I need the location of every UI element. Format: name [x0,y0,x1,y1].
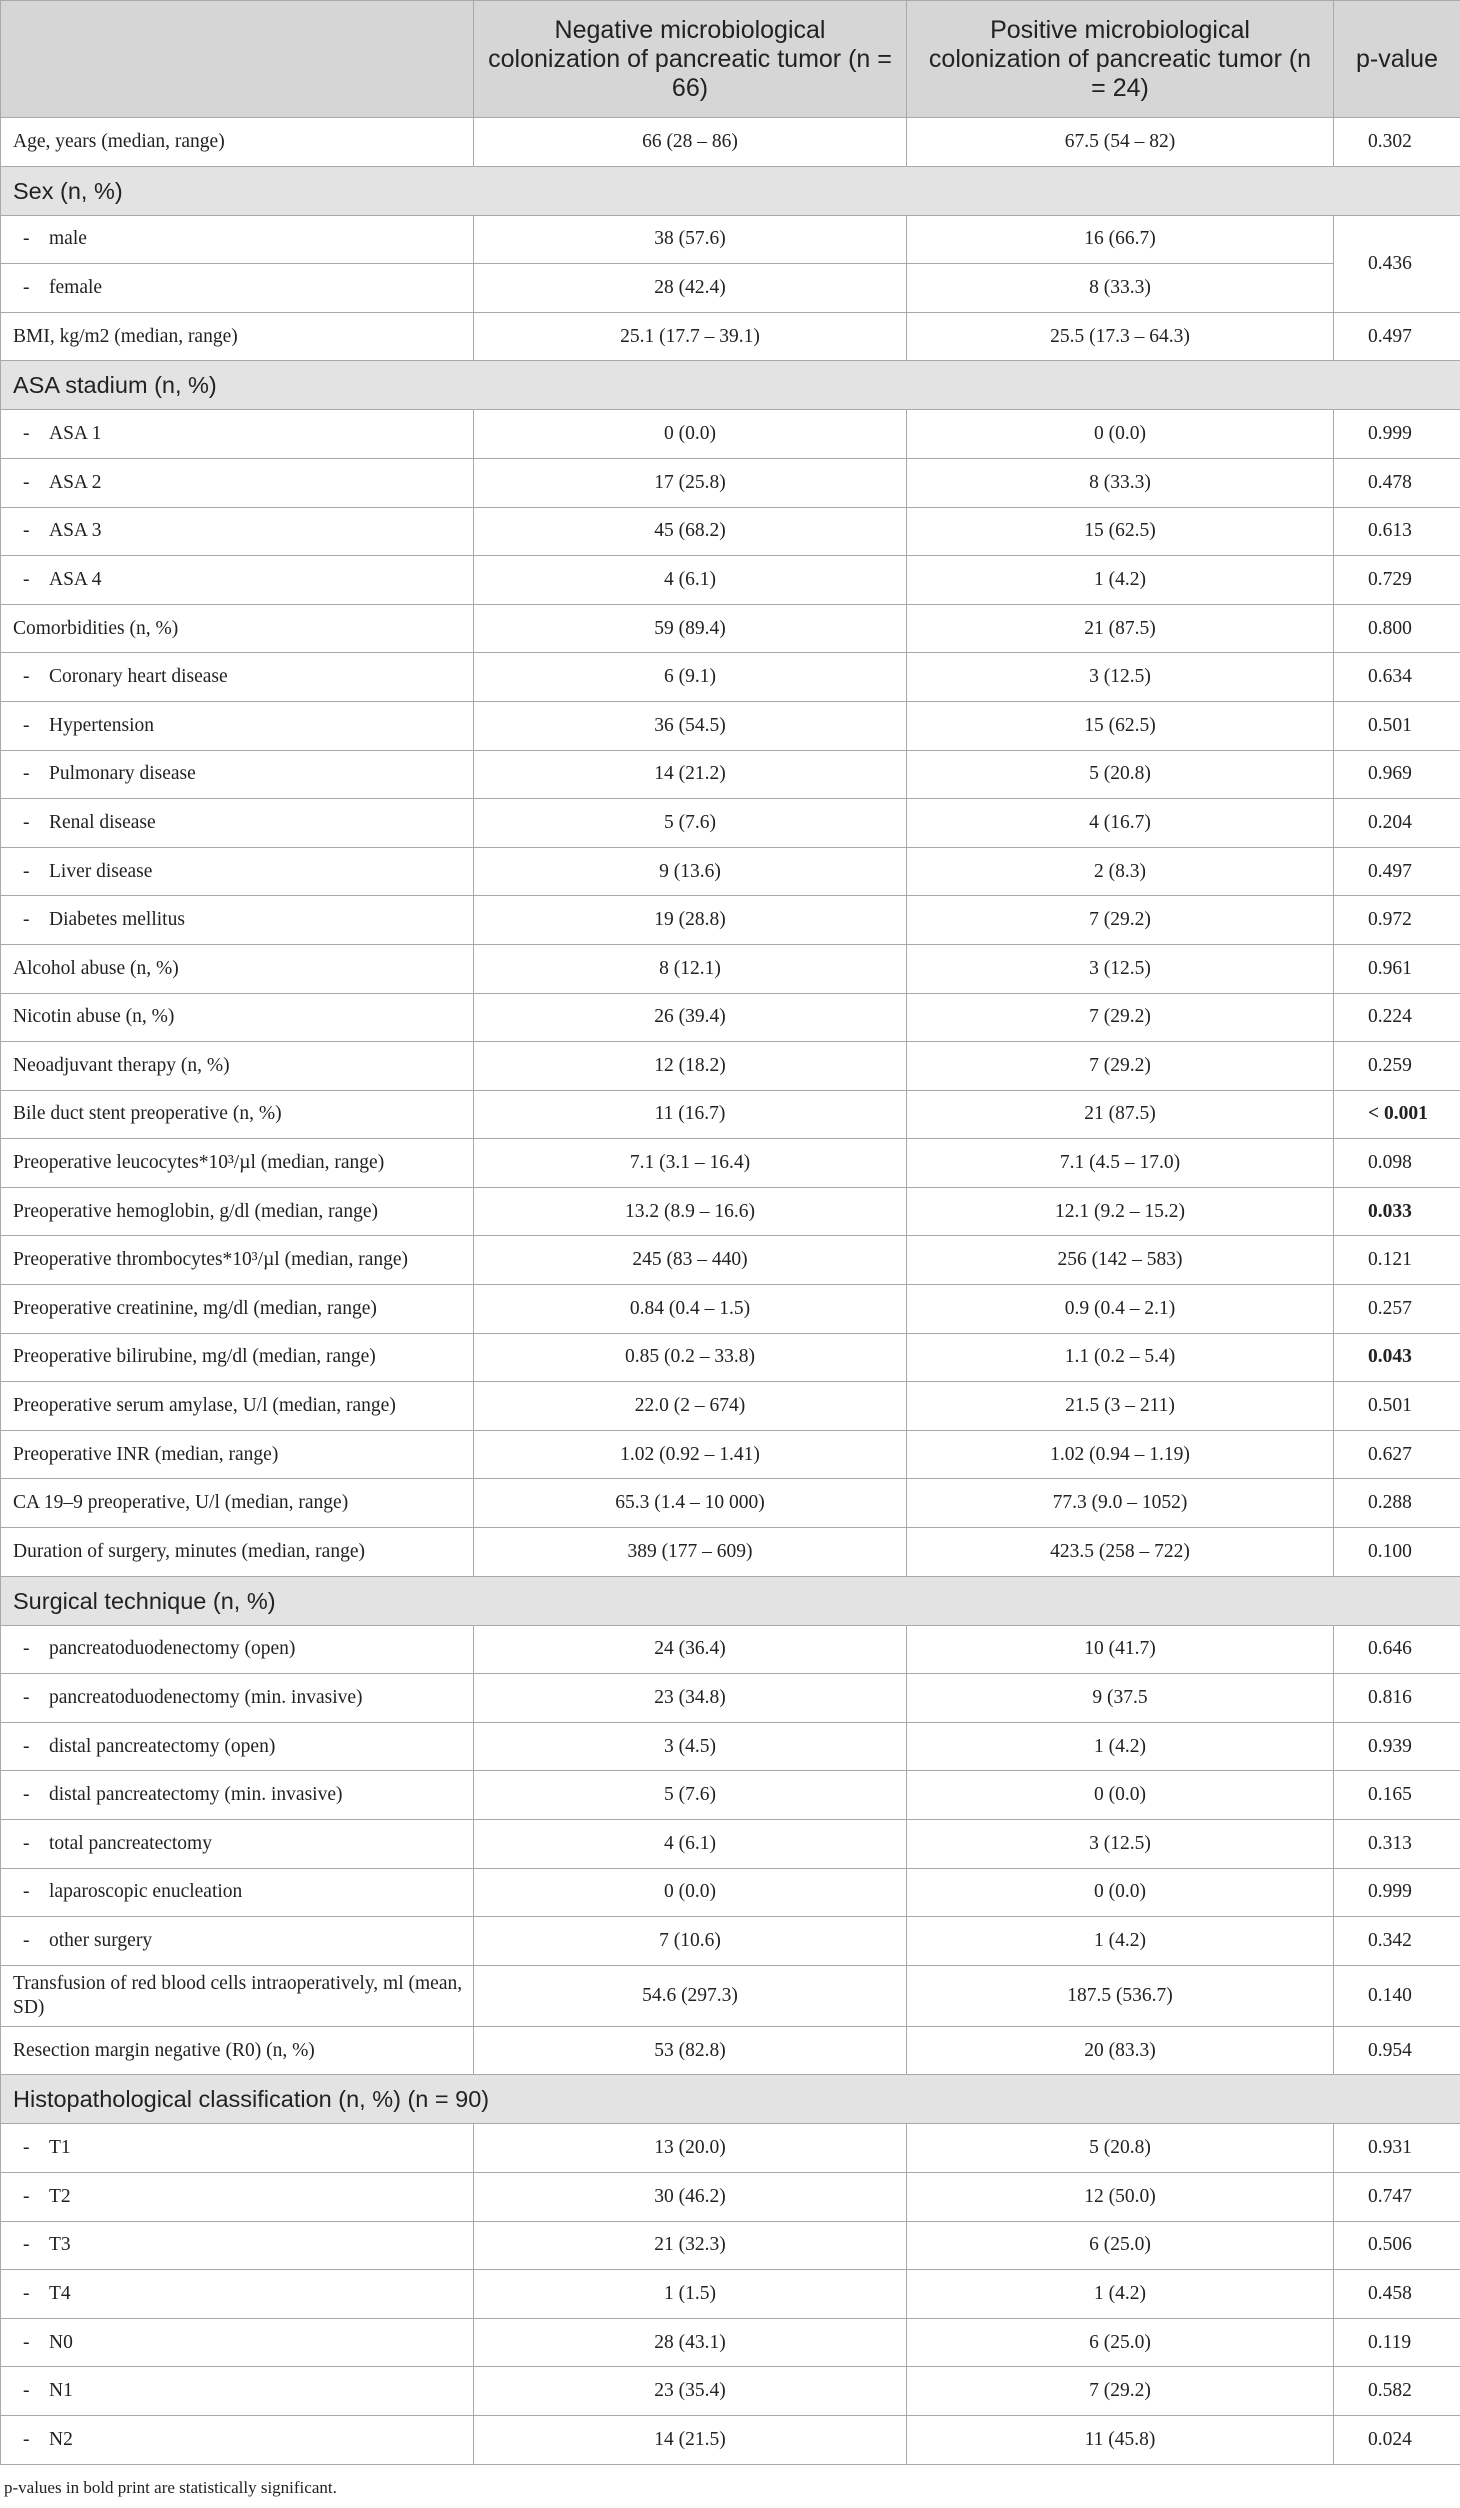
table-row [1,556,1460,605]
positive-group-value: 7 (29.2) [907,2367,1334,2416]
positive-group-value: 3 (12.5) [907,1820,1334,1869]
row-label-text: pancreatoduodenectomy (min. invasive) [49,1687,363,1709]
p-value: 0.033 [1334,1187,1460,1236]
negative-group-value: 53 (82.8) [474,2026,907,2075]
positive-group-value: 15 (62.5) [907,701,1334,750]
p-value: 0.939 [1334,1722,1460,1771]
positive-group-value: 11 (45.8) [907,2415,1334,2464]
p-value: 0.121 [1334,1236,1460,1285]
p-value: 0.931 [1334,2124,1460,2173]
negative-group-value: 1 (1.5) [474,2270,907,2319]
row-label [1,896,474,945]
list-dash: - [23,568,30,590]
row-label-text: distal pancreatectomy (min. invasive) [49,1784,343,1806]
positive-group-value: 0 (0.0) [907,1771,1334,1820]
list-dash: - [23,2185,30,2207]
list-dash: - [23,1832,30,1854]
negative-group-value: 54.6 (297.3) [474,1965,907,2026]
positive-group-value: 3 (12.5) [907,653,1334,702]
row-label [1,556,474,605]
header-variable [1,1,474,118]
p-value: 0.458 [1334,2270,1460,2319]
positive-group-value: 5 (20.8) [907,2124,1334,2173]
row-label [1,2318,474,2367]
p-value: 0.729 [1334,556,1460,605]
row-label-text: N1 [49,2380,73,2402]
table-footnote: p-values in bold print are statistically significant. [4,2478,337,2497]
row-label: Preoperative thrombocytes*10³/µl (median, range) [1,1236,474,1285]
table-row [1,2318,1460,2367]
row-label-text: Diabetes mellitus [49,909,185,931]
positive-group-value: 6 (25.0) [907,2318,1334,2367]
row-label [1,2415,474,2464]
p-value: 0.497 [1334,847,1460,896]
table-row [1,896,1460,945]
row-label-text: ASA 3 [49,520,102,542]
positive-group-value: 187.5 (536.7) [907,1965,1334,2026]
row-label-text: male [49,228,87,250]
list-dash: - [23,763,30,785]
p-value: 0.478 [1334,458,1460,507]
negative-group-value: 14 (21.5) [474,2415,907,2464]
positive-group-value: 1 (4.2) [907,1722,1334,1771]
row-label: Preoperative leucocytes*10³/µl (median, range) [1,1139,474,1188]
table-row [1,1042,1460,1091]
p-value: 0.165 [1334,1771,1460,1820]
row-label [1,2367,474,2416]
row-label-text: ASA 1 [49,423,102,445]
table-row [1,1236,1460,1285]
p-value: 0.972 [1334,896,1460,945]
row-label [1,1917,474,1966]
p-value: 0.100 [1334,1528,1460,1577]
negative-group-value: 21 (32.3) [474,2221,907,2270]
list-dash: - [23,2331,30,2353]
table-row [1,1625,1460,1674]
p-value: 0.999 [1334,1868,1460,1917]
p-value: 0.501 [1334,1382,1460,1431]
negative-group-value: 22.0 (2 – 674) [474,1382,907,1431]
negative-group-value: 11 (16.7) [474,1090,907,1139]
row-label-text: Renal disease [49,811,156,833]
row-label [1,750,474,799]
table-row [1,1333,1460,1382]
row-label: Comorbidities (n, %) [1,604,474,653]
p-value: 0.501 [1334,701,1460,750]
row-label: Preoperative serum amylase, U/l (median, range) [1,1382,474,1431]
negative-group-value: 26 (39.4) [474,993,907,1042]
p-value: 0.259 [1334,1042,1460,1091]
row-label-text: ASA 2 [49,471,102,493]
header-positive-group: Positive microbiological colonization of pancreatic tumor (n = 24) [907,1,1334,118]
row-label-text: T4 [49,2282,71,2304]
p-value: 0.954 [1334,2026,1460,2075]
positive-group-value: 1 (4.2) [907,2270,1334,2319]
row-label [1,2124,474,2173]
row-label [1,1868,474,1917]
positive-group-value: 12.1 (9.2 – 15.2) [907,1187,1334,1236]
p-value: 0.342 [1334,1917,1460,1966]
list-dash: - [23,2428,30,2450]
row-label: Alcohol abuse (n, %) [1,944,474,993]
list-dash: - [23,811,30,833]
p-value: 0.999 [1334,410,1460,459]
table-row [1,847,1460,896]
row-label: Nicotin abuse (n, %) [1,993,474,1042]
list-dash: - [23,471,30,493]
table-row [1,653,1460,702]
section-title: Histopathological classification (n, %) (n = 90) [1,2075,1460,2124]
positive-group-value: 20 (83.3) [907,2026,1334,2075]
list-dash: - [23,1687,30,1709]
negative-group-value: 245 (83 – 440) [474,1236,907,1285]
p-value: 0.506 [1334,2221,1460,2270]
negative-group-value: 13.2 (8.9 – 16.6) [474,1187,907,1236]
row-label-text: T1 [49,2137,71,2159]
row-label-text: T2 [49,2185,71,2207]
p-value: 0.582 [1334,2367,1460,2416]
p-value: 0.119 [1334,2318,1460,2367]
row-label [1,701,474,750]
negative-group-value: 66 (28 – 86) [474,118,907,167]
row-label-text: T3 [49,2234,71,2256]
p-value: 0.043 [1334,1333,1460,1382]
p-value: < 0.001 [1334,1090,1460,1139]
p-value: 0.969 [1334,750,1460,799]
negative-group-value: 3 (4.5) [474,1722,907,1771]
p-value: 0.961 [1334,944,1460,993]
row-label: CA 19–9 preoperative, U/l (median, range) [1,1479,474,1528]
positive-group-value: 9 (37.5 [907,1674,1334,1723]
negative-group-value: 36 (54.5) [474,701,907,750]
negative-group-value: 13 (20.0) [474,2124,907,2173]
negative-group-value: 45 (68.2) [474,507,907,556]
row-label: Transfusion of red blood cells intraoperatively, ml (mean, SD) [1,1965,474,2026]
row-label-text: other surgery [49,1929,153,1951]
table-row [1,1090,1460,1139]
row-label [1,507,474,556]
row-label [1,2221,474,2270]
negative-group-value: 0.84 (0.4 – 1.5) [474,1285,907,1334]
table-row [1,944,1460,993]
negative-group-value: 0.85 (0.2 – 33.8) [474,1333,907,1382]
positive-group-value: 21.5 (3 – 211) [907,1382,1334,1431]
negative-group-value: 17 (25.8) [474,458,907,507]
positive-group-value: 1 (4.2) [907,1917,1334,1966]
table-row [1,799,1460,848]
table-row [1,750,1460,799]
list-dash: - [23,2380,30,2402]
negative-group-value: 0 (0.0) [474,410,907,459]
row-label [1,1722,474,1771]
list-dash: - [23,2282,30,2304]
table-row [1,1479,1460,1528]
positive-group-value: 8 (33.3) [907,458,1334,507]
table-row [1,1674,1460,1723]
row-label [1,799,474,848]
p-value: 0.224 [1334,993,1460,1042]
table-row [1,118,1460,167]
negative-group-value: 24 (36.4) [474,1625,907,1674]
positive-group-value: 16 (66.7) [907,215,1334,264]
row-label: Preoperative INR (median, range) [1,1430,474,1479]
row-label-text: N2 [49,2428,73,2450]
table-row [1,1820,1460,1869]
negative-group-value: 59 (89.4) [474,604,907,653]
positive-group-value: 1 (4.2) [907,556,1334,605]
table-row [1,2367,1460,2416]
list-dash: - [23,909,30,931]
negative-group-value: 8 (12.1) [474,944,907,993]
list-dash: - [23,666,30,688]
table-row [1,215,1460,264]
p-value: 0.098 [1334,1139,1460,1188]
row-label-text: pancreatoduodenectomy (open) [49,1638,296,1660]
list-dash: - [23,1735,30,1757]
list-dash: - [23,714,30,736]
row-label [1,653,474,702]
list-dash: - [23,520,30,542]
row-label-text: Liver disease [49,860,153,882]
positive-group-value: 7 (29.2) [907,1042,1334,1091]
list-dash: - [23,2234,30,2256]
row-label: Preoperative creatinine, mg/dl (median, range) [1,1285,474,1334]
positive-group-value: 77.3 (9.0 – 1052) [907,1479,1334,1528]
table-row [1,507,1460,556]
row-label [1,1674,474,1723]
table-row [1,1382,1460,1431]
row-label: Age, years (median, range) [1,118,474,167]
row-label-text: total pancreatectomy [49,1832,212,1854]
p-value: 0.257 [1334,1285,1460,1334]
p-value: 0.204 [1334,799,1460,848]
row-label-text: Coronary heart disease [49,666,228,688]
table-row [1,1285,1460,1334]
negative-group-value: 4 (6.1) [474,556,907,605]
p-value: 0.747 [1334,2172,1460,2221]
negative-group-value: 389 (177 – 609) [474,1528,907,1577]
p-value: 0.436 [1334,215,1460,312]
section-header-row [1,1576,1460,1625]
row-label [1,215,474,264]
positive-group-value: 3 (12.5) [907,944,1334,993]
row-label [1,264,474,313]
table-row [1,2026,1460,2075]
table-row [1,1139,1460,1188]
negative-group-value: 1.02 (0.92 – 1.41) [474,1430,907,1479]
table-row [1,1722,1460,1771]
p-value: 0.627 [1334,1430,1460,1479]
table-row [1,2221,1460,2270]
table-row [1,1965,1460,2026]
p-value: 0.140 [1334,1965,1460,2026]
row-label: Duration of surgery, minutes (median, range) [1,1528,474,1577]
p-value: 0.497 [1334,312,1460,361]
section-title: Sex (n, %) [1,166,1460,215]
positive-group-value: 256 (142 – 583) [907,1236,1334,1285]
section-title: Surgical technique (n, %) [1,1576,1460,1625]
negative-group-value: 25.1 (17.7 – 39.1) [474,312,907,361]
header-p-value: p-value [1334,1,1460,118]
section-title: ASA stadium (n, %) [1,361,1460,410]
p-value: 0.646 [1334,1625,1460,1674]
table-row [1,458,1460,507]
positive-group-value: 0 (0.0) [907,1868,1334,1917]
row-label-text: ASA 4 [49,568,102,590]
p-value: 0.816 [1334,1674,1460,1723]
list-dash: - [23,228,30,250]
table-row [1,2172,1460,2221]
list-dash: - [23,1929,30,1951]
row-label: Bile duct stent preoperative (n, %) [1,1090,474,1139]
p-value: 0.024 [1334,2415,1460,2464]
p-value: 0.634 [1334,653,1460,702]
table-row [1,604,1460,653]
negative-group-value: 23 (34.8) [474,1674,907,1723]
list-dash: - [23,1784,30,1806]
section-header-row [1,2075,1460,2124]
list-dash: - [23,2137,30,2159]
row-label: Resection margin negative (R0) (n, %) [1,2026,474,2075]
negative-group-value: 5 (7.6) [474,1771,907,1820]
negative-group-value: 7 (10.6) [474,1917,907,1966]
table-body [1,118,1460,2465]
row-label-text: laparoscopic enucleation [49,1881,243,1903]
negative-group-value: 9 (13.6) [474,847,907,896]
positive-group-value: 15 (62.5) [907,507,1334,556]
row-label-text: Hypertension [49,714,155,736]
negative-group-value: 12 (18.2) [474,1042,907,1091]
positive-group-value: 2 (8.3) [907,847,1334,896]
positive-group-value: 5 (20.8) [907,750,1334,799]
row-label [1,2270,474,2319]
row-label: BMI, kg/m2 (median, range) [1,312,474,361]
negative-group-value: 7.1 (3.1 – 16.4) [474,1139,907,1188]
row-label [1,2172,474,2221]
table-row [1,1528,1460,1577]
negative-group-value: 28 (43.1) [474,2318,907,2367]
row-label [1,1820,474,1869]
table-row [1,701,1460,750]
header-negative-group: Negative microbiological colonization of pancreatic tumor (n = 66) [474,1,907,118]
positive-group-value: 7.1 (4.5 – 17.0) [907,1139,1334,1188]
row-label: Neoadjuvant therapy (n, %) [1,1042,474,1091]
negative-group-value: 5 (7.6) [474,799,907,848]
positive-group-value: 7 (29.2) [907,993,1334,1042]
row-label [1,458,474,507]
positive-group-value: 4 (16.7) [907,799,1334,848]
table-row [1,2124,1460,2173]
table-row [1,1868,1460,1917]
row-label-text: distal pancreatectomy (open) [49,1735,276,1757]
row-label-text: N0 [49,2331,73,2353]
positive-group-value: 25.5 (17.3 – 64.3) [907,312,1334,361]
row-label [1,1625,474,1674]
row-label: Preoperative hemoglobin, g/dl (median, range) [1,1187,474,1236]
row-label-text: female [49,276,103,298]
header-row [1,1,1460,118]
negative-group-value: 19 (28.8) [474,896,907,945]
negative-group-value: 65.3 (1.4 – 10 000) [474,1479,907,1528]
negative-group-value: 4 (6.1) [474,1820,907,1869]
table-row [1,2415,1460,2464]
positive-group-value: 1.02 (0.94 – 1.19) [907,1430,1334,1479]
positive-group-value: 21 (87.5) [907,1090,1334,1139]
positive-group-value: 12 (50.0) [907,2172,1334,2221]
p-value: 0.302 [1334,118,1460,167]
positive-group-value: 0 (0.0) [907,410,1334,459]
positive-group-value: 1.1 (0.2 – 5.4) [907,1333,1334,1382]
p-value: 0.613 [1334,507,1460,556]
table-row [1,1430,1460,1479]
table-row [1,264,1460,313]
positive-group-value: 7 (29.2) [907,896,1334,945]
positive-group-value: 10 (41.7) [907,1625,1334,1674]
positive-group-value: 6 (25.0) [907,2221,1334,2270]
table-row [1,1917,1460,1966]
table-row [1,410,1460,459]
p-value: 0.313 [1334,1820,1460,1869]
negative-group-value: 23 (35.4) [474,2367,907,2416]
positive-group-value: 21 (87.5) [907,604,1334,653]
list-dash: - [23,1638,30,1660]
positive-group-value: 423.5 (258 – 722) [907,1528,1334,1577]
negative-group-value: 38 (57.6) [474,215,907,264]
positive-group-value: 0.9 (0.4 – 2.1) [907,1285,1334,1334]
positive-group-value: 67.5 (54 – 82) [907,118,1334,167]
p-value: 0.288 [1334,1479,1460,1528]
list-dash: - [23,1881,30,1903]
list-dash: - [23,860,30,882]
negative-group-value: 0 (0.0) [474,1868,907,1917]
positive-group-value: 8 (33.3) [907,264,1334,313]
table-row [1,312,1460,361]
negative-group-value: 28 (42.4) [474,264,907,313]
row-label: Preoperative bilirubine, mg/dl (median, range) [1,1333,474,1382]
list-dash: - [23,423,30,445]
row-label [1,847,474,896]
negative-group-value: 6 (9.1) [474,653,907,702]
table-row [1,1187,1460,1236]
row-label [1,1771,474,1820]
table-row [1,1771,1460,1820]
section-header-row [1,166,1460,215]
negative-group-value: 14 (21.2) [474,750,907,799]
table-row [1,993,1460,1042]
row-label-text: Pulmonary disease [49,763,196,785]
negative-group-value: 30 (46.2) [474,2172,907,2221]
list-dash: - [23,276,30,298]
p-value: 0.800 [1334,604,1460,653]
section-header-row [1,361,1460,410]
row-label [1,410,474,459]
table-row [1,2270,1460,2319]
